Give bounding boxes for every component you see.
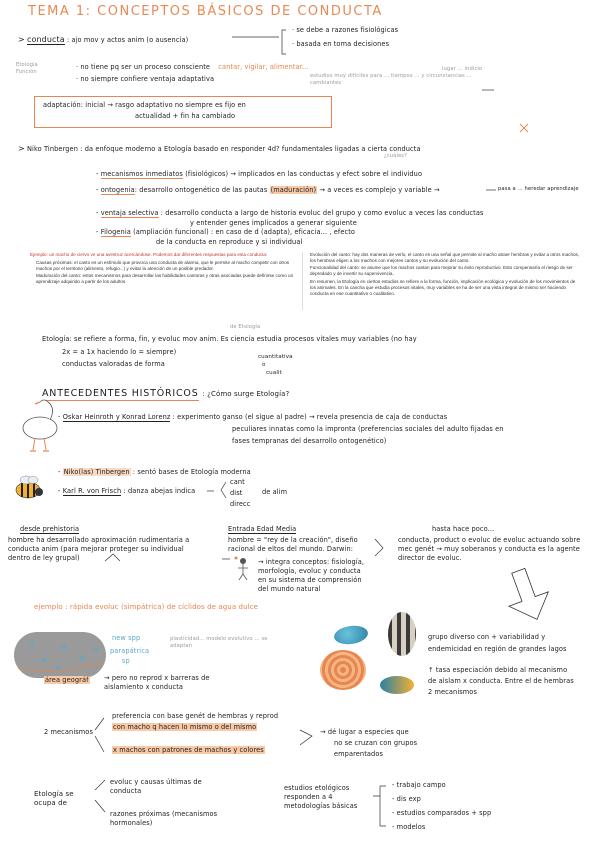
- tinbergen-text-1: (fisiológicos) → implicados en las conductas y efect sobre el individuo: [185, 170, 423, 178]
- mecanismo-1b-text: con macho q hacen lo mismo o del mismo: [113, 723, 257, 731]
- fish-text-1: grupo diverso con + variabilidad y: [428, 633, 546, 641]
- frisch-opt-3: direcc: [230, 500, 251, 508]
- conducta-bullet-1-examples: cantar, vigilar, alimentar...: [218, 63, 309, 71]
- fish-text-3: ↑ tasa especiación debido al mecanismo: [428, 666, 568, 674]
- mecanismo-2: [112, 746, 265, 755]
- tinbergen-term-1: mecanismos inmediatos: [100, 170, 183, 178]
- footer-label: Etología se ocupa de: [34, 790, 74, 808]
- tinbergen-note-2: pasa a ... heredar aprendizaje: [498, 186, 579, 192]
- etologia-line-2: 2x = a 1x haciendo lo = siempre): [62, 348, 177, 356]
- tinbergen-item-3: - ventaja selectiva : desarrollo conducta a largo de historia evoluc del grupo y como evoluc a veces las conductas: [96, 209, 484, 217]
- mecanismos-result-3: emparentados: [334, 750, 383, 758]
- etologia-line-1: Etología: se refiere a forma, fin, y evoluc mov anim. Es ciencia estudia procesos vitales muy variables (no hay: [42, 335, 417, 343]
- conducta-bullet-2: · no siempre confiere ventaja adaptativa: [76, 75, 215, 83]
- mecanismos-result-1: → dé lugar a especies que: [320, 728, 409, 736]
- tinbergen-item-4: - Filogenia (ampliación funcional) : en caso de d (adapta), eficacia... , efecto: [96, 228, 356, 236]
- adaptacion-text-1: inicial → rasgo adaptativo no siempre es fijo en: [85, 101, 246, 109]
- tinbergen-line: - Niko(las) Tinbergen : sentó bases de Etología moderna: [58, 468, 251, 476]
- conducta-block: > conducta : ajo mov y actos anim (o ausencia): [18, 35, 189, 44]
- tinbergen-intro-note: ¿cuáles?: [384, 153, 407, 159]
- footer-left-1: evoluc y causas últimas de conducta: [110, 778, 202, 795]
- conducta-note: estudios muy difíciles para ... tiempos ... y circunstancias ... cambiantes: [310, 73, 472, 87]
- parapatric-label: parapátrica: [110, 647, 150, 655]
- printed-left-b1: Causas próximas: el canto es un estímulo que provoca una conducta de alarma, que le permite al macho competir con otros machos por el territorio (alimento, refugio...) y evitar la atención de un posible predador.: [36, 260, 290, 272]
- frisch-opt-1: cant: [230, 478, 245, 486]
- lorenz-text-3: fases tempranas del desarrollo ontogenético): [232, 437, 387, 445]
- etologia-opt-3: cualit: [266, 370, 282, 376]
- footer-right-4: - modelos: [392, 823, 426, 831]
- mecanismo-2-text: x machos con patrones de machos y colores: [113, 746, 264, 754]
- tinbergen-item-1: - mecanismos inmediatos (fisiológicos) → implicados en las conductas y efect sobre el individuo: [96, 170, 423, 178]
- conducta-bullet-1-text: · no tiene pq ser un proceso consciente: [76, 63, 211, 71]
- prehistory-text: hombre ha desarrollado aproximación rudimentaria a conducta anim (para mejorar proteger su individual dentro de ley grupal): [8, 536, 190, 562]
- frisch-line: - Karl R. von Frisch : danza abejas indica: [58, 487, 196, 495]
- tinbergen-term-4: Filogenia: [100, 228, 131, 236]
- lorenz-text-1: : experimento ganso (el sigue al padre) → revela presencia de caja de conductas: [172, 413, 448, 421]
- frisch-text: : danza abejas indica: [123, 487, 196, 495]
- footer-middle: estudios etológicos responden a 4 metodologías básicas: [284, 784, 358, 810]
- tinbergen-text-3b: y entender genes implicados a generar siguiente: [190, 219, 357, 227]
- adaptacion-text-2: actualidad + fin ha cambiado: [135, 112, 236, 120]
- etologia-opt-2: o: [262, 362, 266, 368]
- tinbergen-text-2: desarrollo ontogenético de las pautas: [139, 186, 268, 194]
- now-label: hasta hace poco...: [432, 525, 495, 533]
- middle-age-text: hombre = "rey de la creación", diseño racional de eltos del mundo. Darwin:: [228, 536, 358, 553]
- mecanismos-label: 2 mecanismos: [44, 728, 93, 736]
- now-text: conducta, product o evoluc de evoluc actuando sobre mec genét → muy soberanos y conducta es la agente director de evoluc.: [398, 536, 581, 562]
- mecanismo-1a: preferencia con base genét de hembras y reprod: [112, 712, 279, 720]
- tinbergen-text: : sentó bases de Etología moderna: [132, 468, 251, 476]
- prehistory-label-text: desde prehistoria: [20, 525, 80, 533]
- footer-right-2: - dis exp: [392, 795, 421, 803]
- tinbergen-term-2: ontogenia: [100, 186, 135, 194]
- fish-text-5: 2 mecanismos: [428, 688, 477, 696]
- fish-text-4: de aislam x conducta. Entre el de hembras: [428, 677, 574, 685]
- antecedentes-question: : ¿Cómo surge Etología?: [202, 390, 290, 398]
- angelfish: [388, 612, 416, 656]
- tinbergen-text-2b: → a veces es complejo y variable →: [319, 186, 440, 194]
- tinbergen-intro-text: Niko Tinbergen : da enfoque moderno a Etología basado en responder 4d? fundamentales ligadas a cierta conducta: [27, 145, 421, 153]
- tinbergen-text-4: (ampliación funcional) : en caso de d (adapta), eficacia... , efecto: [133, 228, 356, 236]
- middle-age-label-text: Entrada Edad Media: [228, 525, 297, 533]
- lorenz-line: - Oskar Heinroth y Konrad Lorenz : experimento ganso (el sigue al padre) → revela presencia de caja de conductas: [58, 413, 448, 421]
- fish-text-2: endemicidad en región de grandes lagos: [428, 645, 567, 653]
- printed-right-b1: Evolución del canto: hay dos maneras de verlo, el canto es una señal que permite al macho atraer hembras y evitar a otros machos, los hembras eligen a los machos con mejores cantos y su evolución del canto.: [310, 252, 580, 264]
- conducta-cause-2: · basada en toma decisiones: [292, 40, 390, 48]
- area-label: [44, 676, 90, 685]
- conducta-cause-1: · se debe a razones fisiológicas: [292, 26, 399, 34]
- tinbergen-name: Niko(las) Tinbergen: [63, 468, 130, 476]
- footer-left-2: razones próximas (mecanismos hormonales): [110, 810, 218, 827]
- adaptacion-label: adaptación:: [43, 101, 84, 109]
- area-label-text: área geográf: [45, 676, 89, 684]
- conducta-term: conducta: [27, 35, 65, 44]
- printed-left-b2: Maduración del canto: estos mecanismos para desarrollar las habilidades cantoras y otras asociadas puede definirse como un aprendizaje adquirido a partir de los adultos.: [36, 273, 294, 285]
- footer-right-3: - estudios comparados + spp: [392, 809, 492, 817]
- frisch-name: Karl R. von Frisch: [62, 487, 122, 495]
- ejemplo-title: ejemplo : rápida evoluc (simpátrica) de cíclidos de agua dulce: [34, 603, 259, 611]
- area-text: → pero no reprod x barreras de aislamiento x conducta: [104, 674, 210, 691]
- frisch-opt-2: dist: [230, 489, 243, 497]
- discus-fish: [320, 650, 366, 690]
- tinbergen-term-3: ventaja selectiva: [100, 209, 159, 217]
- frisch-object: de alim: [262, 488, 288, 496]
- etologia-side-label: Etología Función: [16, 62, 38, 76]
- conducta-def: : ajo mov y actos anim (o ausencia): [66, 36, 189, 44]
- etologia-line-3: conductas valoradas de forma: [62, 360, 165, 368]
- mecanismo-1b: [112, 723, 257, 732]
- tinbergen-intro: > Niko Tinbergen : da enfoque moderno a Etología basado en responder 4d? fundamentales ligadas a cierta conducta: [18, 144, 421, 153]
- printed-right-b2: Funcionalidad del canto: se asume que los machos cantan para mejorar su éxito reproductivo. Esto compensaría el riesgo de ser depredado y de invertir su supervivencia.: [310, 265, 573, 277]
- etologia-opt-1: cuantitativa: [258, 354, 293, 360]
- antecedentes-title: ANTECEDENTES HISTÓRICOS: [42, 388, 199, 399]
- printed-left-intro-text: Ejemplo: un macho de ciervo ve una avestruz acercándose. Podemos dar diferentes respuestas para esta conducta:: [30, 252, 268, 257]
- tinbergen-text-4b: de la conducta en reproduce y si individual: [156, 238, 303, 246]
- cichlid-fish-yellow: [380, 676, 414, 694]
- etologia-note: de Etología: [230, 324, 261, 330]
- page-title: TEMA 1: CONCEPTOS BÁSICOS DE CONDUCTA: [28, 4, 383, 19]
- lorenz-text-2: peculiares innatas como la impronta (preferencias sociales del adulto fijadas en: [232, 425, 504, 433]
- ejemplo-note: plasticidad... modelo evolutivo ... se adaptan: [170, 636, 268, 650]
- footer-right-1: - trabajo campo: [392, 781, 446, 789]
- lorenz-names: Oskar Heinroth y Konrad Lorenz: [62, 413, 171, 421]
- printed-right-p: En resumen, la Etología en ciertos estudios se refiere a la forma, función, implicación ecológica y evolución de los movimientos de los animales. En la cancha que estudia procesos vitales, muy variables se ha de ser una vista integral de mismo ser haciendo conducta en ese cuantitativo o cualitativo.: [310, 279, 576, 297]
- tinbergen-text-3: : desarrollo conducta a largo de historia evoluc del grupo y como evoluc a veces las conductas: [160, 209, 484, 217]
- mecanismos-result-2: no se cruzan con grupos: [334, 739, 418, 747]
- darwin-points: → integra conceptos: fisiología, morfología, evoluc y conducta en su sistema de comprensión del mundo natural: [258, 558, 365, 593]
- tinbergen-hl-2: (maduración): [270, 186, 317, 194]
- tinbergen-item-2: - ontogenia: desarrollo ontogenético de las pautas (maduración) → a veces es complejo y variable →: [96, 186, 440, 194]
- conducta-arrow-note: lugar ... indicio: [442, 66, 483, 72]
- new-spp-label: new spp: [112, 634, 141, 642]
- sp-label: sp: [122, 657, 130, 665]
